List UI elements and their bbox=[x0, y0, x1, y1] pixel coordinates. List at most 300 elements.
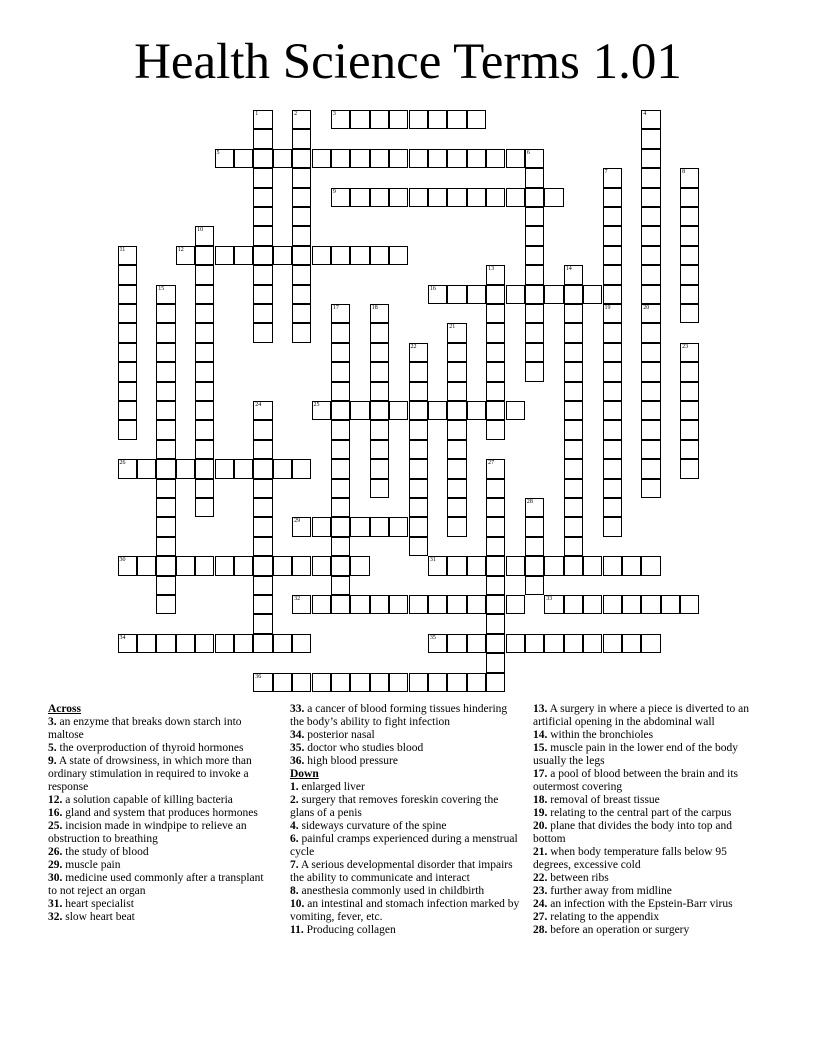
grid-cell[interactable] bbox=[195, 420, 214, 439]
grid-cell[interactable] bbox=[156, 440, 175, 459]
grid-cell[interactable] bbox=[195, 634, 214, 653]
grid-cell[interactable] bbox=[564, 323, 583, 342]
grid-cell[interactable] bbox=[350, 149, 369, 168]
grid-cell[interactable] bbox=[486, 556, 505, 575]
grid-cell[interactable] bbox=[603, 285, 622, 304]
grid-cell[interactable] bbox=[370, 459, 389, 478]
grid-cell[interactable] bbox=[506, 556, 525, 575]
grid-cell[interactable] bbox=[583, 634, 602, 653]
grid-cell[interactable] bbox=[641, 634, 660, 653]
grid-cell[interactable] bbox=[486, 323, 505, 342]
grid-cell[interactable] bbox=[156, 479, 175, 498]
grid-cell[interactable] bbox=[331, 401, 350, 420]
grid-cell[interactable] bbox=[312, 556, 331, 575]
grid-cell[interactable] bbox=[118, 285, 137, 304]
grid-cell[interactable] bbox=[215, 149, 234, 168]
grid-cell[interactable] bbox=[273, 246, 292, 265]
grid-cell[interactable] bbox=[292, 304, 311, 323]
grid-cell[interactable] bbox=[564, 595, 583, 614]
grid-cell[interactable] bbox=[331, 576, 350, 595]
grid-cell[interactable] bbox=[409, 440, 428, 459]
grid-cell[interactable] bbox=[331, 362, 350, 381]
grid-cell[interactable] bbox=[137, 459, 156, 478]
grid-cell[interactable] bbox=[447, 401, 466, 420]
grid-cell[interactable] bbox=[544, 556, 563, 575]
grid-cell[interactable] bbox=[118, 459, 137, 478]
grid-cell[interactable] bbox=[525, 149, 544, 168]
grid-cell[interactable] bbox=[486, 304, 505, 323]
grid-cell[interactable] bbox=[603, 401, 622, 420]
grid-cell[interactable] bbox=[389, 517, 408, 536]
grid-cell[interactable] bbox=[641, 323, 660, 342]
grid-cell[interactable] bbox=[409, 401, 428, 420]
grid-cell[interactable] bbox=[331, 110, 350, 129]
grid-cell[interactable] bbox=[118, 246, 137, 265]
grid-cell[interactable] bbox=[447, 479, 466, 498]
grid-cell[interactable] bbox=[506, 401, 525, 420]
grid-cell[interactable] bbox=[312, 517, 331, 536]
grid-cell[interactable] bbox=[428, 556, 447, 575]
grid-cell[interactable] bbox=[350, 595, 369, 614]
grid-cell[interactable] bbox=[486, 343, 505, 362]
grid-cell[interactable] bbox=[525, 226, 544, 245]
grid-cell[interactable] bbox=[525, 207, 544, 226]
grid-cell[interactable] bbox=[564, 285, 583, 304]
grid-cell[interactable] bbox=[486, 653, 505, 672]
grid-cell[interactable] bbox=[447, 285, 466, 304]
grid-cell[interactable] bbox=[525, 285, 544, 304]
grid-cell[interactable] bbox=[583, 556, 602, 575]
grid-cell[interactable] bbox=[622, 634, 641, 653]
grid-cell[interactable] bbox=[389, 188, 408, 207]
grid-cell[interactable] bbox=[564, 401, 583, 420]
grid-cell[interactable] bbox=[486, 537, 505, 556]
grid-cell[interactable] bbox=[506, 634, 525, 653]
grid-cell[interactable] bbox=[525, 634, 544, 653]
grid-cell[interactable] bbox=[234, 246, 253, 265]
grid-cell[interactable] bbox=[331, 459, 350, 478]
grid-cell[interactable] bbox=[292, 129, 311, 148]
grid-cell[interactable] bbox=[253, 149, 272, 168]
grid-cell[interactable] bbox=[118, 420, 137, 439]
grid-cell[interactable] bbox=[331, 382, 350, 401]
grid-cell[interactable] bbox=[312, 401, 331, 420]
grid-cell[interactable] bbox=[234, 459, 253, 478]
grid-cell[interactable] bbox=[544, 188, 563, 207]
grid-cell[interactable] bbox=[603, 304, 622, 323]
grid-cell[interactable] bbox=[486, 149, 505, 168]
grid-cell[interactable] bbox=[273, 634, 292, 653]
grid-cell[interactable] bbox=[156, 517, 175, 536]
grid-cell[interactable] bbox=[409, 110, 428, 129]
grid-cell[interactable] bbox=[603, 595, 622, 614]
grid-cell[interactable] bbox=[195, 498, 214, 517]
grid-cell[interactable] bbox=[564, 517, 583, 536]
grid-cell[interactable] bbox=[525, 343, 544, 362]
grid-cell[interactable] bbox=[253, 420, 272, 439]
grid-cell[interactable] bbox=[195, 556, 214, 575]
grid-cell[interactable] bbox=[253, 537, 272, 556]
grid-cell[interactable] bbox=[641, 110, 660, 129]
grid-cell[interactable] bbox=[292, 149, 311, 168]
grid-cell[interactable] bbox=[331, 673, 350, 692]
grid-cell[interactable] bbox=[331, 537, 350, 556]
grid-cell[interactable] bbox=[428, 110, 447, 129]
grid-cell[interactable] bbox=[253, 323, 272, 342]
grid-cell[interactable] bbox=[447, 188, 466, 207]
grid-cell[interactable] bbox=[506, 149, 525, 168]
grid-cell[interactable] bbox=[641, 207, 660, 226]
grid-cell[interactable] bbox=[603, 459, 622, 478]
grid-cell[interactable] bbox=[428, 149, 447, 168]
grid-cell[interactable] bbox=[331, 556, 350, 575]
grid-cell[interactable] bbox=[409, 362, 428, 381]
grid-cell[interactable] bbox=[370, 304, 389, 323]
grid-cell[interactable] bbox=[253, 576, 272, 595]
grid-cell[interactable] bbox=[428, 188, 447, 207]
grid-cell[interactable] bbox=[447, 634, 466, 653]
grid-cell[interactable] bbox=[195, 343, 214, 362]
grid-cell[interactable] bbox=[292, 110, 311, 129]
grid-cell[interactable] bbox=[118, 634, 137, 653]
grid-cell[interactable] bbox=[118, 265, 137, 284]
grid-cell[interactable] bbox=[525, 537, 544, 556]
grid-cell[interactable] bbox=[195, 246, 214, 265]
grid-cell[interactable] bbox=[253, 673, 272, 692]
grid-cell[interactable] bbox=[544, 634, 563, 653]
grid-cell[interactable] bbox=[447, 323, 466, 342]
grid-cell[interactable] bbox=[215, 459, 234, 478]
grid-cell[interactable] bbox=[409, 420, 428, 439]
grid-cell[interactable] bbox=[603, 382, 622, 401]
grid-cell[interactable] bbox=[486, 459, 505, 478]
grid-cell[interactable] bbox=[292, 323, 311, 342]
grid-cell[interactable] bbox=[680, 304, 699, 323]
grid-cell[interactable] bbox=[564, 382, 583, 401]
grid-cell[interactable] bbox=[409, 537, 428, 556]
grid-cell[interactable] bbox=[641, 382, 660, 401]
grid-cell[interactable] bbox=[409, 188, 428, 207]
grid-cell[interactable] bbox=[292, 188, 311, 207]
grid-cell[interactable] bbox=[273, 459, 292, 478]
grid-cell[interactable] bbox=[253, 459, 272, 478]
grid-cell[interactable] bbox=[292, 226, 311, 245]
grid-cell[interactable] bbox=[156, 285, 175, 304]
grid-cell[interactable] bbox=[370, 401, 389, 420]
grid-cell[interactable] bbox=[486, 517, 505, 536]
grid-cell[interactable] bbox=[389, 401, 408, 420]
grid-cell[interactable] bbox=[331, 440, 350, 459]
grid-cell[interactable] bbox=[583, 595, 602, 614]
grid-cell[interactable] bbox=[564, 304, 583, 323]
grid-cell[interactable] bbox=[603, 517, 622, 536]
grid-cell[interactable] bbox=[544, 285, 563, 304]
grid-cell[interactable] bbox=[195, 479, 214, 498]
grid-cell[interactable] bbox=[292, 517, 311, 536]
grid-cell[interactable] bbox=[506, 595, 525, 614]
grid-cell[interactable] bbox=[680, 459, 699, 478]
grid-cell[interactable] bbox=[350, 556, 369, 575]
grid-cell[interactable] bbox=[447, 517, 466, 536]
grid-cell[interactable] bbox=[603, 362, 622, 381]
grid-cell[interactable] bbox=[156, 343, 175, 362]
grid-cell[interactable] bbox=[195, 265, 214, 284]
grid-cell[interactable] bbox=[641, 149, 660, 168]
grid-cell[interactable] bbox=[486, 401, 505, 420]
grid-cell[interactable] bbox=[215, 556, 234, 575]
grid-cell[interactable] bbox=[292, 673, 311, 692]
grid-cell[interactable] bbox=[564, 634, 583, 653]
grid-cell[interactable] bbox=[486, 634, 505, 653]
grid-cell[interactable] bbox=[680, 420, 699, 439]
grid-cell[interactable] bbox=[253, 440, 272, 459]
grid-cell[interactable] bbox=[680, 265, 699, 284]
grid-cell[interactable] bbox=[603, 420, 622, 439]
grid-cell[interactable] bbox=[118, 362, 137, 381]
grid-cell[interactable] bbox=[350, 188, 369, 207]
grid-cell[interactable] bbox=[389, 110, 408, 129]
grid-cell[interactable] bbox=[447, 673, 466, 692]
grid-cell[interactable] bbox=[641, 285, 660, 304]
grid-cell[interactable] bbox=[156, 595, 175, 614]
grid-cell[interactable] bbox=[564, 537, 583, 556]
grid-cell[interactable] bbox=[447, 149, 466, 168]
grid-cell[interactable] bbox=[603, 188, 622, 207]
grid-cell[interactable] bbox=[292, 459, 311, 478]
grid-cell[interactable] bbox=[467, 188, 486, 207]
grid-cell[interactable] bbox=[486, 188, 505, 207]
grid-cell[interactable] bbox=[156, 362, 175, 381]
grid-cell[interactable] bbox=[467, 285, 486, 304]
grid-cell[interactable] bbox=[680, 595, 699, 614]
grid-cell[interactable] bbox=[273, 149, 292, 168]
grid-cell[interactable] bbox=[253, 614, 272, 633]
grid-cell[interactable] bbox=[118, 343, 137, 362]
grid-cell[interactable] bbox=[156, 576, 175, 595]
grid-cell[interactable] bbox=[680, 226, 699, 245]
grid-cell[interactable] bbox=[253, 207, 272, 226]
grid-cell[interactable] bbox=[564, 265, 583, 284]
grid-cell[interactable] bbox=[622, 556, 641, 575]
grid-cell[interactable] bbox=[409, 595, 428, 614]
grid-cell[interactable] bbox=[467, 634, 486, 653]
grid-cell[interactable] bbox=[156, 401, 175, 420]
grid-cell[interactable] bbox=[641, 188, 660, 207]
grid-cell[interactable] bbox=[370, 517, 389, 536]
grid-cell[interactable] bbox=[525, 265, 544, 284]
grid-cell[interactable] bbox=[486, 265, 505, 284]
grid-cell[interactable] bbox=[156, 420, 175, 439]
grid-cell[interactable] bbox=[370, 246, 389, 265]
grid-cell[interactable] bbox=[370, 440, 389, 459]
grid-cell[interactable] bbox=[370, 382, 389, 401]
grid-cell[interactable] bbox=[447, 556, 466, 575]
grid-cell[interactable] bbox=[680, 343, 699, 362]
grid-cell[interactable] bbox=[525, 304, 544, 323]
grid-cell[interactable] bbox=[350, 673, 369, 692]
grid-cell[interactable] bbox=[486, 285, 505, 304]
grid-cell[interactable] bbox=[370, 420, 389, 439]
grid-cell[interactable] bbox=[292, 595, 311, 614]
grid-cell[interactable] bbox=[641, 246, 660, 265]
grid-cell[interactable] bbox=[641, 265, 660, 284]
grid-cell[interactable] bbox=[486, 362, 505, 381]
grid-cell[interactable] bbox=[156, 537, 175, 556]
grid-cell[interactable] bbox=[273, 673, 292, 692]
grid-cell[interactable] bbox=[253, 304, 272, 323]
grid-cell[interactable] bbox=[486, 420, 505, 439]
grid-cell[interactable] bbox=[195, 304, 214, 323]
grid-cell[interactable] bbox=[370, 188, 389, 207]
grid-cell[interactable] bbox=[331, 246, 350, 265]
grid-cell[interactable] bbox=[176, 556, 195, 575]
grid-cell[interactable] bbox=[156, 382, 175, 401]
grid-cell[interactable] bbox=[428, 634, 447, 653]
grid-cell[interactable] bbox=[195, 459, 214, 478]
grid-cell[interactable] bbox=[467, 556, 486, 575]
grid-cell[interactable] bbox=[641, 459, 660, 478]
grid-cell[interactable] bbox=[370, 149, 389, 168]
grid-cell[interactable] bbox=[331, 498, 350, 517]
grid-cell[interactable] bbox=[253, 246, 272, 265]
grid-cell[interactable] bbox=[389, 246, 408, 265]
grid-cell[interactable] bbox=[253, 517, 272, 536]
grid-cell[interactable] bbox=[486, 479, 505, 498]
grid-cell[interactable] bbox=[253, 226, 272, 245]
grid-cell[interactable] bbox=[564, 479, 583, 498]
grid-cell[interactable] bbox=[603, 556, 622, 575]
grid-cell[interactable] bbox=[641, 304, 660, 323]
grid-cell[interactable] bbox=[447, 595, 466, 614]
grid-cell[interactable] bbox=[564, 459, 583, 478]
grid-cell[interactable] bbox=[370, 323, 389, 342]
grid-cell[interactable] bbox=[447, 362, 466, 381]
grid-cell[interactable] bbox=[603, 246, 622, 265]
grid-cell[interactable] bbox=[409, 673, 428, 692]
grid-cell[interactable] bbox=[447, 343, 466, 362]
grid-cell[interactable] bbox=[525, 362, 544, 381]
grid-cell[interactable] bbox=[253, 634, 272, 653]
grid-cell[interactable] bbox=[137, 556, 156, 575]
grid-cell[interactable] bbox=[428, 401, 447, 420]
grid-cell[interactable] bbox=[156, 498, 175, 517]
grid-cell[interactable] bbox=[525, 498, 544, 517]
grid-cell[interactable] bbox=[680, 285, 699, 304]
grid-cell[interactable] bbox=[350, 517, 369, 536]
grid-cell[interactable] bbox=[622, 595, 641, 614]
grid-cell[interactable] bbox=[312, 595, 331, 614]
grid-cell[interactable] bbox=[350, 110, 369, 129]
grid-cell[interactable] bbox=[292, 168, 311, 187]
grid-cell[interactable] bbox=[525, 168, 544, 187]
grid-cell[interactable] bbox=[331, 479, 350, 498]
grid-cell[interactable] bbox=[312, 149, 331, 168]
grid-cell[interactable] bbox=[234, 634, 253, 653]
grid-cell[interactable] bbox=[253, 556, 272, 575]
grid-cell[interactable] bbox=[564, 420, 583, 439]
grid-cell[interactable] bbox=[564, 343, 583, 362]
grid-cell[interactable] bbox=[331, 188, 350, 207]
grid-cell[interactable] bbox=[680, 168, 699, 187]
grid-cell[interactable] bbox=[544, 595, 563, 614]
grid-cell[interactable] bbox=[118, 382, 137, 401]
grid-cell[interactable] bbox=[118, 304, 137, 323]
grid-cell[interactable] bbox=[525, 323, 544, 342]
grid-cell[interactable] bbox=[467, 673, 486, 692]
grid-cell[interactable] bbox=[641, 556, 660, 575]
grid-cell[interactable] bbox=[564, 362, 583, 381]
grid-cell[interactable] bbox=[486, 576, 505, 595]
grid-cell[interactable] bbox=[603, 265, 622, 284]
grid-cell[interactable] bbox=[215, 634, 234, 653]
grid-cell[interactable] bbox=[331, 420, 350, 439]
grid-cell[interactable] bbox=[680, 246, 699, 265]
grid-cell[interactable] bbox=[389, 149, 408, 168]
grid-cell[interactable] bbox=[370, 673, 389, 692]
grid-cell[interactable] bbox=[292, 246, 311, 265]
grid-cell[interactable] bbox=[486, 614, 505, 633]
grid-cell[interactable] bbox=[156, 323, 175, 342]
grid-cell[interactable] bbox=[603, 498, 622, 517]
grid-cell[interactable] bbox=[564, 556, 583, 575]
grid-cell[interactable] bbox=[118, 556, 137, 575]
grid-cell[interactable] bbox=[253, 479, 272, 498]
grid-cell[interactable] bbox=[331, 517, 350, 536]
grid-cell[interactable] bbox=[641, 595, 660, 614]
grid-cell[interactable] bbox=[253, 188, 272, 207]
grid-cell[interactable] bbox=[370, 343, 389, 362]
grid-cell[interactable] bbox=[603, 168, 622, 187]
grid-cell[interactable] bbox=[661, 595, 680, 614]
grid-cell[interactable] bbox=[486, 673, 505, 692]
grid-cell[interactable] bbox=[409, 479, 428, 498]
grid-cell[interactable] bbox=[409, 382, 428, 401]
grid-cell[interactable] bbox=[331, 149, 350, 168]
grid-cell[interactable] bbox=[195, 226, 214, 245]
grid-cell[interactable] bbox=[525, 576, 544, 595]
grid-cell[interactable] bbox=[118, 401, 137, 420]
grid-cell[interactable] bbox=[389, 673, 408, 692]
grid-cell[interactable] bbox=[564, 498, 583, 517]
grid-cell[interactable] bbox=[370, 110, 389, 129]
grid-cell[interactable] bbox=[603, 479, 622, 498]
grid-cell[interactable] bbox=[641, 168, 660, 187]
grid-cell[interactable] bbox=[641, 129, 660, 148]
grid-cell[interactable] bbox=[428, 595, 447, 614]
grid-cell[interactable] bbox=[525, 246, 544, 265]
grid-cell[interactable] bbox=[680, 382, 699, 401]
grid-cell[interactable] bbox=[253, 595, 272, 614]
grid-cell[interactable] bbox=[525, 188, 544, 207]
grid-cell[interactable] bbox=[292, 634, 311, 653]
grid-cell[interactable] bbox=[156, 459, 175, 478]
grid-cell[interactable] bbox=[176, 634, 195, 653]
grid-cell[interactable] bbox=[641, 479, 660, 498]
grid-cell[interactable] bbox=[389, 595, 408, 614]
grid-cell[interactable] bbox=[680, 362, 699, 381]
grid-cell[interactable] bbox=[506, 188, 525, 207]
grid-cell[interactable] bbox=[176, 246, 195, 265]
grid-cell[interactable] bbox=[253, 401, 272, 420]
grid-cell[interactable] bbox=[467, 149, 486, 168]
grid-cell[interactable] bbox=[195, 285, 214, 304]
grid-cell[interactable] bbox=[486, 498, 505, 517]
grid-cell[interactable] bbox=[253, 168, 272, 187]
grid-cell[interactable] bbox=[370, 479, 389, 498]
grid-cell[interactable] bbox=[583, 285, 602, 304]
grid-cell[interactable] bbox=[156, 556, 175, 575]
grid-cell[interactable] bbox=[370, 595, 389, 614]
